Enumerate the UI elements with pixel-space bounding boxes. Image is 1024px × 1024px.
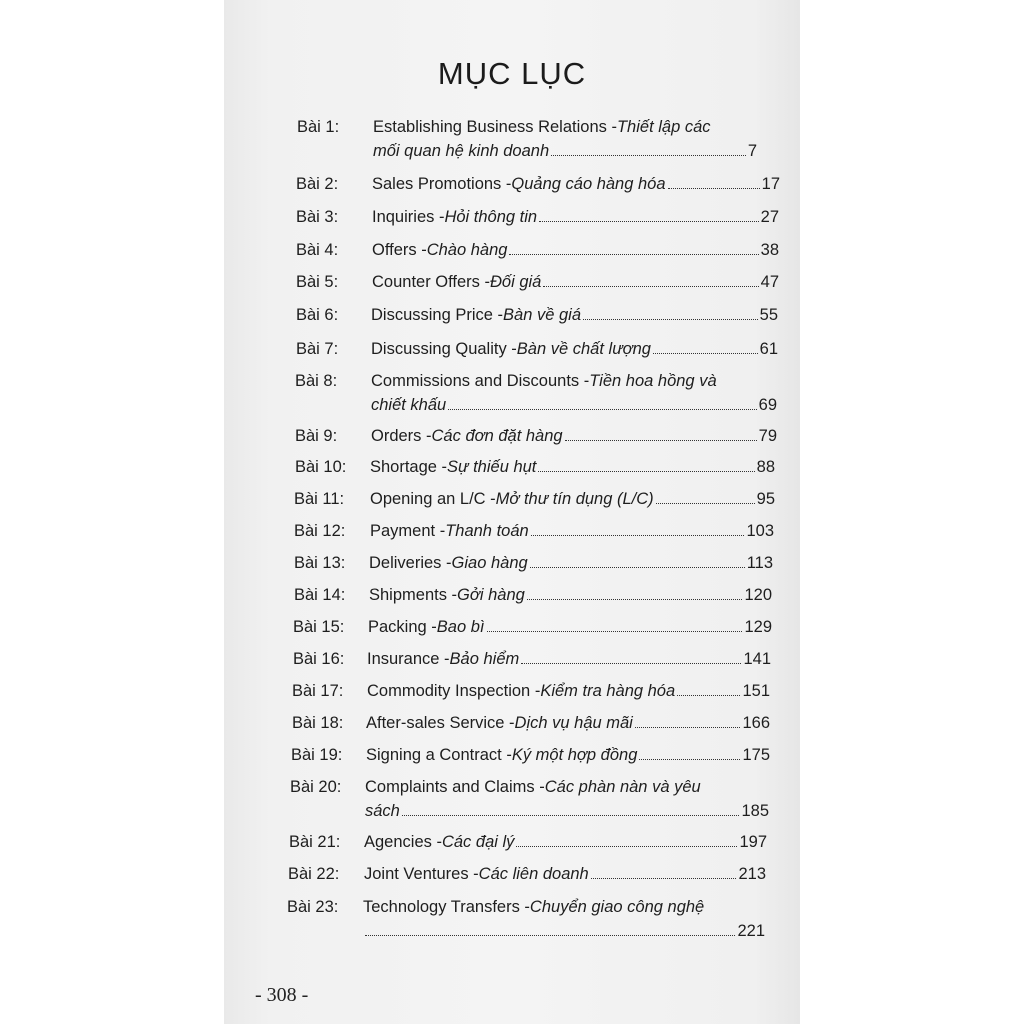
toc-entry[interactable] bbox=[370, 522, 774, 541]
lesson-title-english: Offers - bbox=[372, 241, 427, 259]
lesson-title-vietnamese: Các đại lý bbox=[441, 833, 515, 851]
toc-entry[interactable] bbox=[372, 241, 779, 260]
toc-entry[interactable] bbox=[364, 833, 767, 852]
page-ref: 141 bbox=[743, 650, 771, 668]
dot-leader bbox=[551, 155, 746, 156]
dot-leader bbox=[543, 286, 758, 287]
page-ref: 69 bbox=[758, 396, 777, 414]
toc-entry[interactable] bbox=[365, 778, 769, 797]
lesson-title-english: Complaints and Claims - bbox=[365, 778, 545, 796]
lesson-title-vietnamese: Các đơn đặt hàng bbox=[431, 427, 563, 445]
dot-leader bbox=[531, 535, 745, 536]
dot-leader bbox=[527, 599, 743, 600]
lesson-title-english: Packing - bbox=[368, 618, 437, 636]
page-title: MỤC LỤC bbox=[437, 56, 587, 91]
lesson-number: Bài 5: bbox=[296, 273, 339, 291]
page-ref: 151 bbox=[742, 682, 770, 700]
page-ref: 88 bbox=[756, 458, 775, 476]
dot-leader bbox=[639, 759, 740, 760]
lesson-number: Bài 17: bbox=[292, 682, 344, 700]
lesson-title-vietnamese: Ký một hợp đồng bbox=[511, 746, 638, 764]
lesson-title-vietnamese: Hỏi thông tin bbox=[444, 208, 538, 226]
lesson-number: Bài 11: bbox=[294, 490, 345, 508]
lesson-number: Bài 20: bbox=[290, 778, 342, 796]
dot-leader bbox=[402, 815, 740, 816]
lesson-number: Bài 4: bbox=[296, 241, 339, 259]
toc-entry[interactable] bbox=[372, 273, 779, 292]
dot-leader bbox=[516, 846, 737, 847]
lesson-title-english: Agencies - bbox=[364, 833, 442, 851]
toc-entry[interactable] bbox=[373, 118, 757, 137]
toc-entry-continuation bbox=[373, 142, 757, 161]
lesson-number: Bài 19: bbox=[291, 746, 343, 764]
lesson-title-english: Deliveries - bbox=[369, 554, 452, 572]
toc-entry[interactable] bbox=[371, 340, 778, 359]
dot-leader bbox=[668, 188, 760, 189]
page-ref: 103 bbox=[746, 522, 774, 540]
lesson-title-vietnamese: Dịch vụ hậu mãi bbox=[514, 714, 633, 732]
dot-leader bbox=[538, 471, 754, 472]
lesson-title-english: Orders - bbox=[371, 427, 432, 445]
lesson-title-english: Technology Transfers - bbox=[363, 898, 530, 916]
toc-entry[interactable] bbox=[367, 682, 770, 701]
lesson-title-vietnamese: Thanh toán bbox=[445, 522, 529, 540]
lesson-number: Bài 14: bbox=[294, 586, 346, 604]
lesson-title-english: Establishing Business Relations - bbox=[373, 118, 617, 136]
lesson-number: Bài 7: bbox=[296, 340, 339, 358]
lesson-title-vietnamese-cont: sách bbox=[365, 802, 400, 820]
lesson-number: Bài 18: bbox=[292, 714, 344, 732]
lesson-number: Bài 8: bbox=[295, 372, 338, 390]
lesson-title-vietnamese: Sự thiếu hụt bbox=[447, 458, 537, 476]
lesson-title-english: Commodity Inspection - bbox=[367, 682, 541, 700]
lesson-title-vietnamese: Mở thư tín dụng (L/C) bbox=[495, 490, 654, 508]
lesson-title-english: Inquiries - bbox=[372, 208, 445, 226]
lesson-title-vietnamese: Các phàn nàn và yêu bbox=[544, 778, 701, 796]
lesson-title-vietnamese: Đối giá bbox=[490, 273, 542, 291]
page-ref: 79 bbox=[758, 427, 777, 445]
lesson-title-vietnamese-cont: mối quan hệ kinh doanh bbox=[373, 142, 550, 160]
dot-leader bbox=[583, 319, 758, 320]
lesson-title-vietnamese-cont: chiết khấu bbox=[371, 396, 447, 414]
lesson-title-vietnamese: Chào hàng bbox=[426, 241, 508, 259]
toc-entry-continuation bbox=[363, 922, 765, 941]
page-ref: 27 bbox=[760, 208, 779, 226]
lesson-title-vietnamese: Giao hàng bbox=[451, 554, 528, 572]
page-ref: 61 bbox=[759, 340, 778, 358]
lesson-number: Bài 13: bbox=[294, 554, 346, 572]
lesson-number: Bài 9: bbox=[295, 427, 338, 445]
toc-entry[interactable] bbox=[363, 898, 765, 917]
lesson-number: Bài 6: bbox=[296, 306, 339, 324]
page-ref: 185 bbox=[741, 802, 769, 820]
lesson-number: Bài 16: bbox=[293, 650, 345, 668]
lesson-title-english: Counter Offers - bbox=[372, 273, 490, 291]
toc-entry[interactable] bbox=[366, 746, 770, 765]
dot-leader bbox=[530, 567, 745, 568]
lesson-title-english: Discussing Quality - bbox=[371, 340, 517, 358]
toc-entry[interactable] bbox=[371, 306, 778, 325]
dot-leader bbox=[677, 695, 740, 696]
dot-leader bbox=[521, 663, 741, 664]
dot-leader bbox=[509, 254, 758, 255]
toc-entry[interactable] bbox=[371, 372, 777, 391]
page-ref: 55 bbox=[759, 306, 778, 324]
lesson-title-vietnamese: Các liên doanh bbox=[478, 865, 589, 883]
lesson-title-english: Shortage - bbox=[370, 458, 448, 476]
toc-entry[interactable] bbox=[368, 618, 772, 637]
lesson-title-english: Opening an L/C - bbox=[370, 490, 496, 508]
lesson-title-english: Insurance - bbox=[367, 650, 450, 668]
page-ref: 38 bbox=[760, 241, 779, 259]
dot-leader bbox=[656, 503, 755, 504]
page-ref: 47 bbox=[760, 273, 779, 291]
lesson-title-vietnamese: Chuyển giao công nghệ bbox=[529, 898, 705, 916]
page-ref: 197 bbox=[739, 833, 767, 851]
lesson-title-english: Payment - bbox=[370, 522, 446, 540]
page-ref: 166 bbox=[742, 714, 770, 732]
page-ref: 175 bbox=[742, 746, 770, 764]
lesson-title-english: Joint Ventures - bbox=[364, 865, 479, 883]
toc-entry[interactable] bbox=[370, 490, 775, 509]
lesson-title-english: Sales Promotions - bbox=[372, 175, 512, 193]
lesson-title-english: Shipments - bbox=[369, 586, 458, 604]
lesson-title-vietnamese: Bảo hiểm bbox=[449, 650, 520, 668]
lesson-title-vietnamese: Gởi hàng bbox=[457, 586, 525, 604]
toc-entry[interactable] bbox=[370, 458, 775, 477]
toc-entry-continuation bbox=[371, 396, 777, 415]
page-ref: 221 bbox=[737, 922, 765, 940]
toc-entry[interactable] bbox=[371, 427, 777, 446]
page-ref: 17 bbox=[761, 175, 780, 193]
lesson-title-vietnamese: Thiết lập các bbox=[616, 118, 711, 136]
page-ref: 213 bbox=[738, 865, 766, 883]
lesson-title-english: Discussing Price - bbox=[371, 306, 504, 324]
dot-leader bbox=[591, 878, 737, 879]
page-ref: 7 bbox=[747, 142, 757, 160]
lesson-title-vietnamese: Bàn về chất lượng bbox=[516, 340, 651, 358]
toc-entry[interactable] bbox=[372, 208, 779, 227]
lesson-title-vietnamese: Kiểm tra hàng hóa bbox=[540, 682, 676, 700]
lesson-number: Bài 23: bbox=[287, 898, 339, 916]
toc-entry-continuation bbox=[365, 802, 769, 821]
dot-leader bbox=[448, 409, 756, 410]
lesson-number: Bài 12: bbox=[294, 522, 346, 540]
lesson-title-vietnamese: Tiền hoa hồng và bbox=[589, 372, 717, 390]
dot-leader bbox=[653, 353, 758, 354]
lesson-number: Bài 3: bbox=[296, 208, 339, 226]
lesson-number: Bài 22: bbox=[288, 865, 340, 883]
lesson-number: Bài 2: bbox=[296, 175, 339, 193]
toc-entry[interactable] bbox=[369, 554, 773, 573]
dot-leader bbox=[635, 727, 741, 728]
lesson-number: Bài 1: bbox=[297, 118, 340, 136]
lesson-number: Bài 21: bbox=[289, 833, 341, 851]
lesson-number: Bài 10: bbox=[295, 458, 347, 476]
page-number: - 308 - bbox=[255, 984, 309, 1006]
dot-leader bbox=[539, 221, 759, 222]
dot-leader bbox=[487, 631, 743, 632]
toc-entry[interactable] bbox=[369, 586, 772, 605]
toc-entry[interactable] bbox=[367, 650, 771, 669]
toc-entry[interactable] bbox=[364, 865, 766, 884]
toc-entry[interactable] bbox=[372, 175, 780, 194]
dot-leader bbox=[565, 440, 757, 441]
lesson-title-vietnamese: Quảng cáo hàng hóa bbox=[511, 175, 666, 193]
page-ref: 95 bbox=[756, 490, 775, 508]
lesson-title-english: Commissions and Discounts - bbox=[371, 372, 590, 390]
dot-leader bbox=[365, 935, 735, 936]
lesson-title-english: After-sales Service - bbox=[366, 714, 515, 732]
lesson-title-english: Signing a Contract - bbox=[366, 746, 512, 764]
lesson-title-vietnamese: Bàn về giá bbox=[503, 306, 582, 324]
page-ref: 113 bbox=[746, 554, 773, 572]
lesson-title-vietnamese: Bao bì bbox=[436, 618, 485, 636]
page-ref: 129 bbox=[744, 618, 772, 636]
lesson-number: Bài 15: bbox=[293, 618, 345, 636]
toc-entry[interactable] bbox=[366, 714, 770, 733]
page-ref: 120 bbox=[744, 586, 772, 604]
